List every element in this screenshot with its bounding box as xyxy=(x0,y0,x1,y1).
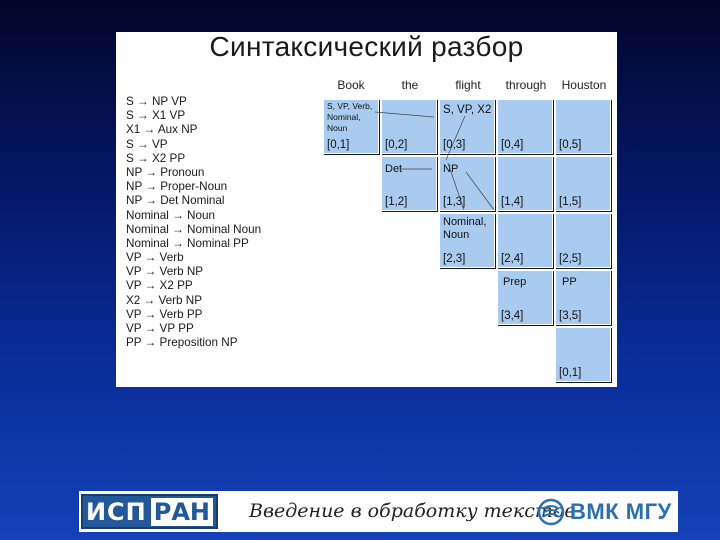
word-flight: flight xyxy=(455,78,481,92)
rule: NP → Det Nominal xyxy=(126,194,225,208)
cell-range: [3,5] xyxy=(559,310,582,322)
rule: X1 → Aux NP xyxy=(126,123,198,137)
cell-range: [3,4] xyxy=(501,310,524,322)
ispras-logo xyxy=(81,494,218,529)
rule: S → X1 VP xyxy=(126,109,186,123)
rule: S → VP xyxy=(126,137,168,151)
cell-range: [2,5] xyxy=(559,253,582,265)
cell-content: S, VP, X2 xyxy=(443,104,492,116)
cell-0-3 xyxy=(439,99,495,154)
word-through: through xyxy=(505,78,547,92)
rule: VP → Verb PP xyxy=(126,307,203,321)
cell-content: NP xyxy=(443,163,459,175)
cell-content: Det xyxy=(385,163,403,175)
word-book: Book xyxy=(337,78,365,92)
cell-0-2 xyxy=(381,99,437,154)
slide-title: Синтаксический разбор xyxy=(209,31,524,62)
cell-range: [1,4] xyxy=(501,196,524,208)
rule: S → X2 PP xyxy=(126,151,186,165)
grammar-rules xyxy=(126,95,261,350)
rule: Nominal → Noun xyxy=(126,208,215,222)
rule: VP → X2 PP xyxy=(126,279,193,293)
cell-1-5 xyxy=(555,156,611,211)
cell-range: [1,2] xyxy=(385,196,408,208)
cell-3-4 xyxy=(497,270,553,325)
cell-1-4 xyxy=(497,156,553,211)
rule: VP → Verb xyxy=(126,251,184,265)
cell-range: [1,5] xyxy=(559,196,582,208)
rule: NP → Pronoun xyxy=(126,165,205,179)
word-the: the xyxy=(401,78,419,92)
rule: Nominal → Nominal PP xyxy=(126,236,249,250)
cell-2-5 xyxy=(555,213,611,268)
cell-range: [2,3] xyxy=(443,253,466,265)
cell-content: PP xyxy=(562,276,577,288)
cell-range: [0,2] xyxy=(385,139,408,151)
cell-content: S, VP, Verb, Nominal, Noun xyxy=(327,101,373,133)
cell-0-4 xyxy=(497,99,553,154)
course-title: Введение в обработку текстов xyxy=(249,500,576,522)
cell-range: [0,4] xyxy=(501,139,524,151)
cell-4-5 xyxy=(555,327,611,382)
cell-content: Nominal, Noun xyxy=(443,216,487,241)
rule: VP → Verb NP xyxy=(126,265,204,279)
cell-range: [0,3] xyxy=(443,139,466,151)
cell-0-1 xyxy=(323,99,379,154)
rule: PP → Preposition NP xyxy=(126,336,238,350)
cell-range: [0,1] xyxy=(327,139,350,151)
cell-1-2 xyxy=(381,156,437,211)
vmk-emblem-icon xyxy=(537,498,565,526)
rule: NP → Proper-Noun xyxy=(126,180,228,194)
vmk-logo xyxy=(537,497,672,527)
cell-1-3 xyxy=(439,156,495,211)
vmk-logo-text: ВМК МГУ xyxy=(570,499,672,524)
footer-banner xyxy=(79,491,678,532)
cell-range: [1,3] xyxy=(443,196,466,208)
cell-range: [0,1] xyxy=(559,367,582,379)
cell-range: [0,5] xyxy=(559,139,582,151)
cell-0-5 xyxy=(555,99,611,154)
cell-range: [2,4] xyxy=(501,253,524,265)
cell-content: Prep xyxy=(503,276,527,288)
rule: S → NP VP xyxy=(126,95,187,108)
logo-ran-text: РАН xyxy=(151,498,213,526)
rule: Nominal → Nominal Noun xyxy=(126,222,262,236)
word-houston: Houston xyxy=(561,78,607,92)
rule: VP → VP PP xyxy=(126,322,194,335)
cell-2-3 xyxy=(439,213,495,268)
cell-2-4 xyxy=(497,213,553,268)
rule: X2 → Verb NP xyxy=(126,293,203,307)
cell-3-5 xyxy=(555,270,611,325)
slide-panel xyxy=(116,32,617,387)
logo-isp-text: ИСП xyxy=(85,497,147,526)
